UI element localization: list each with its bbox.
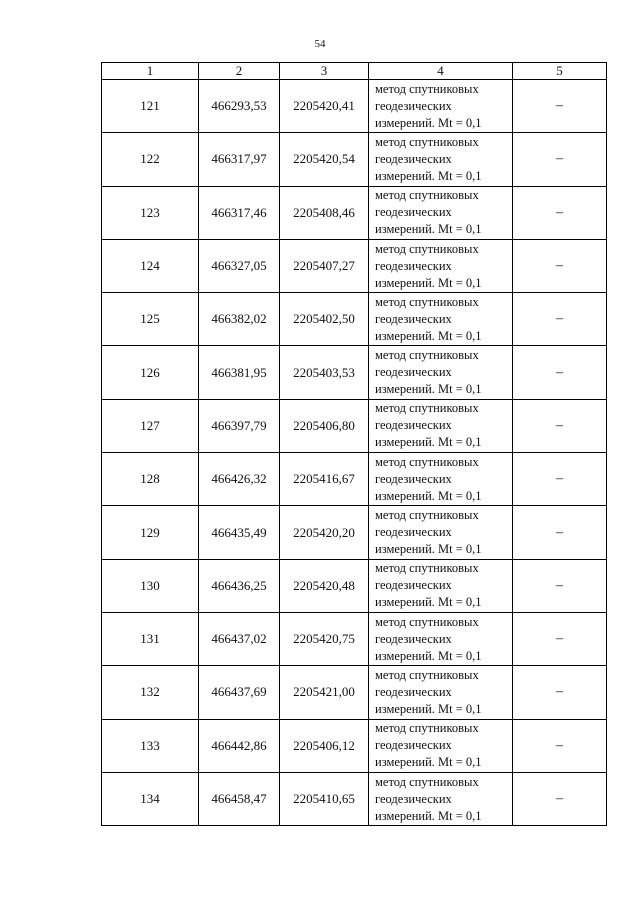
y-coordinate-cell: 2205416,67 <box>280 453 369 506</box>
y-coordinate-cell: 2205420,41 <box>280 80 369 133</box>
method-line: геодезических <box>375 631 452 646</box>
method-cell <box>369 772 513 825</box>
x-coordinate-cell: 466437,02 <box>199 612 280 665</box>
header-cell-5: 5 <box>513 63 607 80</box>
x-coordinate-cell: 466382,02 <box>199 293 280 346</box>
method-line: измерений. Mt = 0,1 <box>375 648 482 663</box>
note-cell: – <box>513 772 607 825</box>
method-line: метод спутниковых <box>375 561 479 576</box>
method-line: измерений. Mt = 0,1 <box>375 222 482 237</box>
method-line: геодезических <box>375 258 452 273</box>
note-cell: – <box>513 612 607 665</box>
point-number-cell: 132 <box>102 666 199 719</box>
point-number-cell: 125 <box>102 293 199 346</box>
note-cell: – <box>513 186 607 239</box>
point-number-cell: 124 <box>102 239 199 292</box>
header-cell-1: 1 <box>102 63 199 80</box>
table-row <box>102 346 607 399</box>
method-line: геодезических <box>375 525 452 540</box>
method-line: метод спутниковых <box>375 241 479 256</box>
point-number-cell: 128 <box>102 453 199 506</box>
method-line: метод спутниковых <box>375 188 479 203</box>
point-number-cell: 131 <box>102 612 199 665</box>
table-row <box>102 453 607 506</box>
note-cell: – <box>513 239 607 292</box>
x-coordinate-cell: 466327,05 <box>199 239 280 292</box>
method-line: измерений. Mt = 0,1 <box>375 701 482 716</box>
table-row <box>102 399 607 452</box>
table-row <box>102 612 607 665</box>
method-line: геодезических <box>375 98 452 113</box>
x-coordinate-cell: 466317,46 <box>199 186 280 239</box>
method-line: измерений. Mt = 0,1 <box>375 435 482 450</box>
method-cell <box>369 719 513 772</box>
method-cell <box>369 293 513 346</box>
point-number-cell: 127 <box>102 399 199 452</box>
header-cell-3: 3 <box>280 63 369 80</box>
note-cell: – <box>513 346 607 399</box>
method-line: метод спутниковых <box>375 508 479 523</box>
method-cell <box>369 666 513 719</box>
y-coordinate-cell: 2205407,27 <box>280 239 369 292</box>
y-coordinate-cell: 2205410,65 <box>280 772 369 825</box>
method-line: метод спутниковых <box>375 721 479 736</box>
table-row <box>102 133 607 186</box>
note-cell: – <box>513 453 607 506</box>
method-line: геодезических <box>375 205 452 220</box>
method-cell <box>369 399 513 452</box>
method-cell <box>369 133 513 186</box>
x-coordinate-cell: 466381,95 <box>199 346 280 399</box>
note-cell: – <box>513 559 607 612</box>
point-number-cell: 126 <box>102 346 199 399</box>
method-cell <box>369 559 513 612</box>
note-cell: – <box>513 399 607 452</box>
x-coordinate-cell: 466458,47 <box>199 772 280 825</box>
method-line: геодезических <box>375 578 452 593</box>
x-coordinate-cell: 466397,79 <box>199 399 280 452</box>
method-line: геодезических <box>375 365 452 380</box>
method-line: измерений. Mt = 0,1 <box>375 755 482 770</box>
method-line: измерений. Mt = 0,1 <box>375 115 482 130</box>
note-cell: – <box>513 133 607 186</box>
coordinates-table <box>101 62 607 826</box>
method-line: метод спутниковых <box>375 614 479 629</box>
method-cell <box>369 239 513 292</box>
table-row <box>102 293 607 346</box>
method-cell <box>369 612 513 665</box>
method-line: геодезических <box>375 791 452 806</box>
point-number-cell: 122 <box>102 133 199 186</box>
method-line: геодезических <box>375 151 452 166</box>
y-coordinate-cell: 2205408,46 <box>280 186 369 239</box>
y-coordinate-cell: 2205420,54 <box>280 133 369 186</box>
method-line: измерений. Mt = 0,1 <box>375 168 482 183</box>
method-line: измерений. Mt = 0,1 <box>375 382 482 397</box>
y-coordinate-cell: 2205420,20 <box>280 506 369 559</box>
method-line: геодезических <box>375 418 452 433</box>
method-line: метод спутниковых <box>375 667 479 682</box>
method-cell <box>369 506 513 559</box>
method-cell <box>369 346 513 399</box>
method-cell <box>369 186 513 239</box>
method-line: метод спутниковых <box>375 774 479 789</box>
table-row <box>102 506 607 559</box>
y-coordinate-cell: 2205420,75 <box>280 612 369 665</box>
note-cell: – <box>513 293 607 346</box>
method-line: измерений. Mt = 0,1 <box>375 488 482 503</box>
x-coordinate-cell: 466442,86 <box>199 719 280 772</box>
note-cell: – <box>513 666 607 719</box>
method-line: измерений. Mt = 0,1 <box>375 595 482 610</box>
method-line: метод спутниковых <box>375 454 479 469</box>
header-cell-4: 4 <box>369 63 513 80</box>
point-number-cell: 121 <box>102 80 199 133</box>
table-row <box>102 559 607 612</box>
table-row <box>102 772 607 825</box>
table-row <box>102 186 607 239</box>
y-coordinate-cell: 2205421,00 <box>280 666 369 719</box>
table-row <box>102 719 607 772</box>
table-row <box>102 239 607 292</box>
method-line: измерений. Mt = 0,1 <box>375 808 482 823</box>
x-coordinate-cell: 466435,49 <box>199 506 280 559</box>
header-cell-2: 2 <box>199 63 280 80</box>
point-number-cell: 134 <box>102 772 199 825</box>
x-coordinate-cell: 466426,32 <box>199 453 280 506</box>
method-line: метод спутниковых <box>375 348 479 363</box>
method-cell <box>369 80 513 133</box>
table-header-row <box>102 63 607 80</box>
x-coordinate-cell: 466293,53 <box>199 80 280 133</box>
point-number-cell: 133 <box>102 719 199 772</box>
y-coordinate-cell: 2205402,50 <box>280 293 369 346</box>
page-number: 54 <box>314 38 326 50</box>
method-line: геодезических <box>375 684 452 699</box>
method-line: метод спутниковых <box>375 294 479 309</box>
method-line: геодезических <box>375 471 452 486</box>
method-cell <box>369 453 513 506</box>
note-cell: – <box>513 506 607 559</box>
method-line: измерений. Mt = 0,1 <box>375 275 482 290</box>
x-coordinate-cell: 466436,25 <box>199 559 280 612</box>
note-cell: – <box>513 719 607 772</box>
table-body <box>102 80 607 826</box>
y-coordinate-cell: 2205406,80 <box>280 399 369 452</box>
method-line: метод спутниковых <box>375 401 479 416</box>
point-number-cell: 123 <box>102 186 199 239</box>
table-row <box>102 666 607 719</box>
point-number-cell: 130 <box>102 559 199 612</box>
method-line: метод спутниковых <box>375 134 479 149</box>
method-line: геодезических <box>375 311 452 326</box>
method-line: измерений. Mt = 0,1 <box>375 328 482 343</box>
x-coordinate-cell: 466317,97 <box>199 133 280 186</box>
y-coordinate-cell: 2205406,12 <box>280 719 369 772</box>
y-coordinate-cell: 2205420,48 <box>280 559 369 612</box>
method-line: геодезических <box>375 738 452 753</box>
y-coordinate-cell: 2205403,53 <box>280 346 369 399</box>
table-row <box>102 80 607 133</box>
method-line: метод спутниковых <box>375 81 479 96</box>
x-coordinate-cell: 466437,69 <box>199 666 280 719</box>
point-number-cell: 129 <box>102 506 199 559</box>
method-line: измерений. Mt = 0,1 <box>375 542 482 557</box>
note-cell: – <box>513 80 607 133</box>
